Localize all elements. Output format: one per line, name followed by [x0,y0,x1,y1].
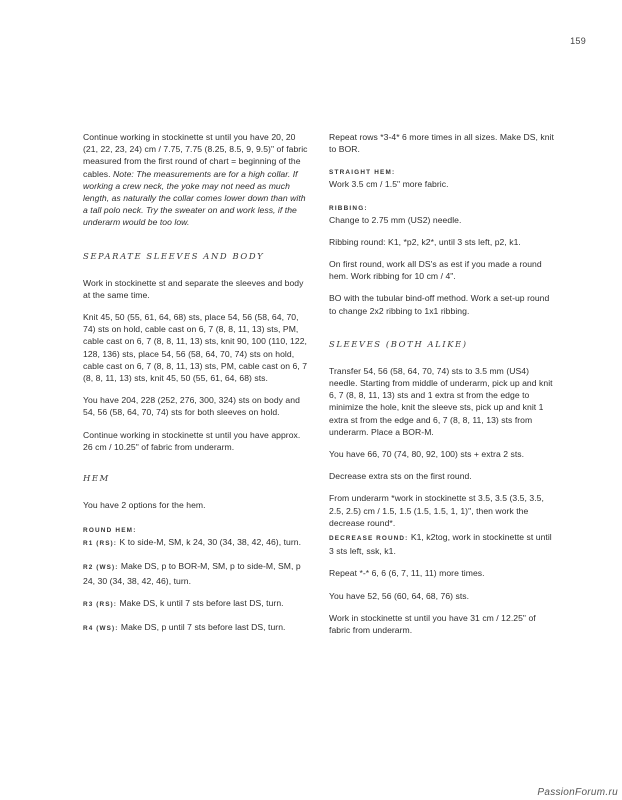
decrease-round [329,531,554,557]
hem-paragraph: You have 2 options for the hem. [83,500,206,511]
ribbing-paragraph-2: Ribbing round: K1, *p2, k2*, until 3 sts left, p2, k1. [329,236,521,247]
straight-hem-text: Work 3.5 cm / 1.5" more fabric. [329,179,449,190]
row-2 [83,560,308,586]
row-3 [83,597,308,611]
repeat-paragraph: Repeat rows *3-4* 6 more times in all sizes. Make DS, knit to BOR. [329,132,554,155]
ribbing-heading: RIBBING: [329,204,368,212]
sleeves-paragraph-5: Repeat *-* 6, 6 (6, 7, 11, 11) more times. [329,568,485,579]
decrease-round-text: K1, k2tog, work in stockinette st until 3 sts left, ssk, k1. [329,532,552,557]
row-2-label: R2 (WS): [83,564,119,572]
watermark: PassionForum.ru [537,787,618,798]
decrease-round-label: DECREASE ROUND: [329,535,409,543]
separate-paragraph-2: Knit 45, 50 (55, 61, 64, 68) sts, place 54, 56 (58, 64, 70, 74) sts on hold, cable cast on 6, 7 (8, 8, 11, 13) sts, PM, cable cast on 6, 7 (8, 8, 11, 13) sts, knit 90, 100 (110, 122, 128, 136) sts, place 54, 56 (58, 64, 70, 74) sts on hold, cable cast on 6, 7 (8, 8, 11, 13) sts, PM, cable cast on 6, 7 (8, 8, 11, 13) sts, knit 45, 50 (55, 61, 64, 68) sts. [83,312,308,384]
ribbing-paragraph-4: BO with the tubular bind-off method. Work a set-up round to change 2x2 ribbing to 1x1 ribbing. [329,293,550,316]
collar-note: Note: The measurements are for a high collar. If working a crew neck, the yoke may not need as much length, as naturally the collar comes lower down than with a tall polo neck. Try the sweater on and work less, if the underarm would be too low. [83,168,306,228]
page-number: 159 [570,36,586,46]
sleeves-paragraph-2: You have 66, 70 (74, 80, 92, 100) sts + extra 2 sts. [329,449,525,460]
row-3-text: Make DS, k until 7 sts before last DS, turn. [119,597,284,608]
separate-heading: SEPARATE SLEEVES AND BODY [83,250,265,261]
row-4-label: R4 (WS): [83,625,119,633]
row-3-label: R3 (RS): [83,600,118,608]
ribbing-paragraph-3: On first round, work all DS's as est if you made a round hem. Work ribbing for 10 cm / 4". [329,259,542,282]
intro-text: Continue working in stockinette st until you have 20, 20 (21, 22, 23, 24) cm / 7.75, 7.75 (8.25, 8.5, 9, 9.5)" of fabric measured from the first round of chart = beginning of the cables. [83,132,308,179]
sleeves-paragraph-6: You have 52, 56 (60, 64, 68, 76) sts. [329,590,470,601]
round-hem-heading: ROUND HEM: [83,527,137,535]
row-1 [83,536,308,550]
right-column [329,131,554,646]
row-4-text: Make DS, p until 7 sts before last DS, turn. [120,622,286,633]
separate-paragraph-4: Continue working in stockinette st until you have approx. 26 cm / 10.25" of fabric from underarm. [83,429,301,452]
separate-paragraph-3: You have 204, 228 (252, 276, 300, 324) sts on body and 54, 56 (58, 64, 70, 74) sts for both sleeves on hold. [83,395,300,418]
ribbing-paragraph-1: Change to 2.75 mm (US2) needle. [329,214,462,225]
row-1-text: K to side-M, SM, k 24, 30 (34, 38, 42, 46), turn. [119,537,302,548]
sleeves-paragraph-7: Work in stockinette st until you have 31 cm / 12.25" of fabric from underarm. [329,612,536,636]
sleeves-heading: SLEEVES (BOTH ALIKE) [329,338,468,349]
row-2-text: Make DS, p to BOR-M, SM, p to side-M, SM, p 24, 30 (34, 38, 42, 46), turn. [83,561,301,586]
sleeves-paragraph-4: From underarm *work in stockinette st 3.5, 3.5 (3.5, 3.5, 2.5, 2.5) cm / 1.5, 1.5 (1.5, 1.5, 1, 1)", then work the decrease round*. [329,493,544,528]
hem-heading: HEM [83,473,110,484]
separate-paragraph-1: Work in stockinette st and separate the sleeves and body at the same time. [83,277,304,300]
sleeves-paragraph-3: Decrease extra sts on the first round. [329,471,472,482]
intro-paragraph [83,131,308,229]
left-column [83,131,308,645]
row-4 [83,621,308,635]
sleeves-paragraph-1: Transfer 54, 56 (58, 64, 70, 74) sts to 3.5 mm (US4) needle. Starting from middle of underarm, pick up and knit 6, 7 (8, 8, 11, 13) sts and 1 extra st from the edge to minimize the hole, knit the sleeve sts, pick up and knit 1 extra st from the edge and 6, 7 (8, 8, 11, 13) sts from underarm. Place a BOR-M. [329,365,553,437]
straight-hem-heading: STRAIGHT HEM: [329,169,396,177]
row-1-label: R1 (RS): [83,540,118,548]
